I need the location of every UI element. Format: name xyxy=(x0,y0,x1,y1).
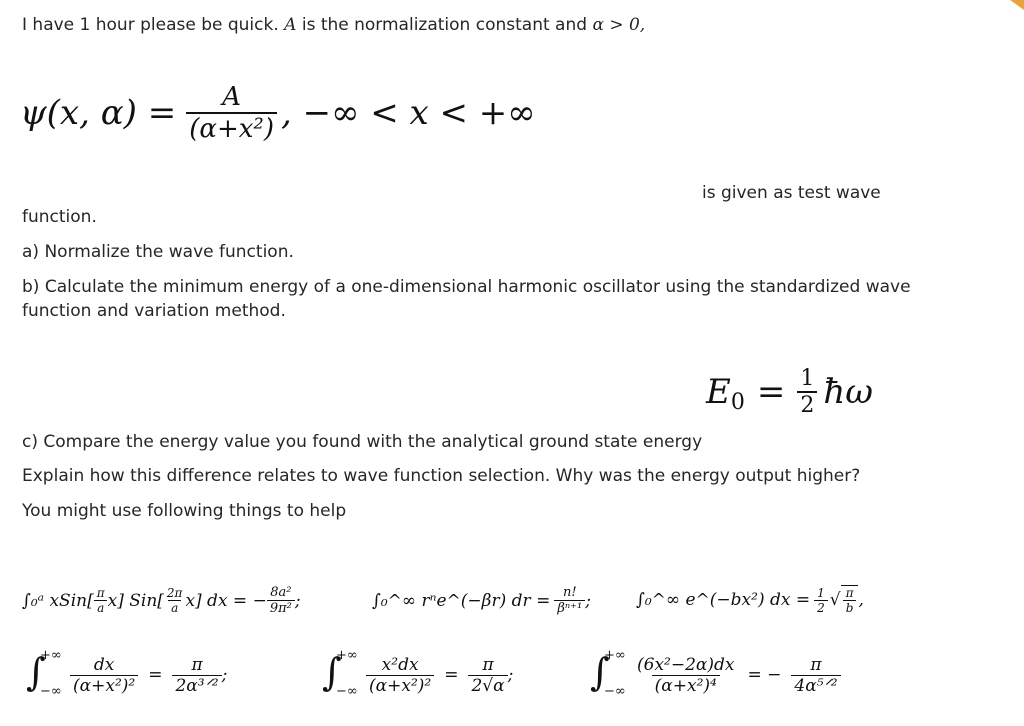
formula2-result xyxy=(554,585,585,616)
formula1-frac2-den: a xyxy=(168,600,181,615)
formula6-eq: = − xyxy=(747,665,782,685)
intro-mid-text: is the normalization constant and xyxy=(301,15,588,35)
formula5-den: (α+x²)² xyxy=(366,675,434,696)
formula5-eq: = xyxy=(444,665,459,685)
formula5-num: x²dx xyxy=(381,654,419,675)
help-text: You might use following things to help xyxy=(22,501,347,521)
e0-symbol: E xyxy=(706,372,731,412)
formula3-result xyxy=(814,586,828,615)
formula4-result-den: 2α³ᐟ² xyxy=(172,675,221,696)
wave-range: , −∞ < x < +∞ xyxy=(280,93,536,133)
formula3-result-num: 1 xyxy=(817,585,825,600)
ground-energy-equation xyxy=(706,366,873,418)
formula5-result xyxy=(468,655,507,696)
wave-function-equation xyxy=(20,82,536,144)
wave-denominator: (α+x²) xyxy=(186,112,277,144)
formula1-frac1-den: a xyxy=(94,600,107,615)
intro-line xyxy=(22,14,645,36)
formula3-result-den: 2 xyxy=(814,600,828,615)
formula3-sep: , xyxy=(858,590,864,610)
formula4-fraction xyxy=(70,655,138,696)
formula5-int-sign: ∫ xyxy=(322,650,342,694)
formula3-integral: ∫₀^∞ e^(−bx²) dx = xyxy=(636,590,811,610)
formula6-den: (α+x²)⁴ xyxy=(652,675,720,696)
e0-denominator: 2 xyxy=(797,391,817,418)
formula1-frac2 xyxy=(164,586,186,615)
intro-text: I have 1 hour please be quick. xyxy=(22,15,279,35)
part-b-line1: b) Calculate the minimum energy of a one-dimensional harmonic oscillator using the standardized wave xyxy=(22,277,911,297)
formula1-integral: ∫₀ᵃ xSin[ xyxy=(22,590,94,611)
formula5-result-den: 2√α xyxy=(468,675,507,696)
formula1-result-num: 8a² xyxy=(270,585,292,600)
formula1-frac1 xyxy=(94,586,108,615)
formula4-result-num: π xyxy=(191,654,203,675)
formula5-int-block xyxy=(318,648,366,702)
formula2-integral: ∫₀^∞ rⁿe^(−βr) dr = xyxy=(372,590,551,611)
formula4-den: (α+x²)² xyxy=(70,675,138,696)
formula3-sqrt-den: b xyxy=(843,600,857,615)
formula-sine-integral xyxy=(22,585,301,616)
formula4-upper-limit: +∞ xyxy=(40,648,62,663)
formula6-upper-limit: +∞ xyxy=(604,648,626,663)
formula6-result xyxy=(791,655,840,696)
intro-a-symbol: A xyxy=(284,15,297,35)
wave-lhs: ψ(x, α) = xyxy=(20,93,177,133)
formula2-sep: ; xyxy=(585,590,591,611)
given-text: is given as test wave xyxy=(702,183,881,203)
formula-rational-integral-1 xyxy=(22,648,227,702)
formula-rational-integral-3 xyxy=(586,648,841,702)
formula5-fraction xyxy=(366,655,434,696)
formula6-result-num: π xyxy=(810,654,822,675)
formula3-sqrt-num: π xyxy=(845,586,854,600)
formula6-lower-limit: −∞ xyxy=(604,684,626,699)
formula4-sep: ; xyxy=(221,665,228,685)
formula6-num: (6x²−2α)dx xyxy=(637,654,735,675)
formula4-num: dx xyxy=(93,654,115,675)
formula5-lower-limit: −∞ xyxy=(336,684,358,699)
formula6-result-den: 4α⁵ᐟ² xyxy=(791,675,840,696)
e0-fraction xyxy=(797,366,817,418)
formula1-sep: ; xyxy=(294,590,301,611)
formula4-int-sign: ∫ xyxy=(26,650,46,694)
e0-rhs: ħω xyxy=(823,372,873,412)
formula5-result-num: π xyxy=(482,654,494,675)
formula2-result-den: βⁿ⁺¹ xyxy=(554,600,585,616)
formula1-result xyxy=(267,585,295,616)
formula1-frac1-num: π xyxy=(96,586,105,600)
formula1-end: x] dx = − xyxy=(185,590,267,611)
formula3-sqrt-sign: √ xyxy=(829,590,841,610)
formula4-result xyxy=(172,655,221,696)
formula5-sep: ; xyxy=(507,665,514,685)
formula2-result-num: n! xyxy=(562,585,577,600)
formula6-int-sign: ∫ xyxy=(590,650,610,694)
e0-equals: = xyxy=(756,372,786,412)
formula-gaussian-integral xyxy=(636,585,864,615)
e0-subscript: 0 xyxy=(730,389,745,415)
explain-text: Explain how this difference relates to wave function selection. Why was the energy output higher? xyxy=(22,466,861,486)
formula-rational-integral-2 xyxy=(318,648,513,702)
formula4-lower-limit: −∞ xyxy=(40,684,62,699)
intro-alpha-condition: α > 0, xyxy=(592,15,646,35)
formula1-frac2-num: 2π xyxy=(166,586,183,600)
part-b-line2: function and variation method. xyxy=(22,301,286,321)
e0-numerator: 1 xyxy=(800,366,815,391)
formula1-result-den: 9π² xyxy=(267,600,295,616)
wave-fraction xyxy=(186,82,277,144)
function-text: function. xyxy=(22,207,97,227)
formula4-int-block xyxy=(22,648,70,702)
formula6-fraction xyxy=(634,655,738,696)
formula5-upper-limit: +∞ xyxy=(336,648,358,663)
formula-power-exponential-integral xyxy=(372,585,591,616)
wave-numerator: A xyxy=(222,82,241,112)
part-c-text: c) Compare the energy value you found with the analytical ground state energy xyxy=(22,432,703,452)
formula4-eq: = xyxy=(148,665,163,685)
formula6-int-block xyxy=(586,648,634,702)
corner-marker xyxy=(1010,0,1024,10)
part-a-text: a) Normalize the wave function. xyxy=(22,242,294,262)
formula3-sqrt-body xyxy=(841,585,859,615)
formula1-mid: x] Sin[ xyxy=(107,590,164,611)
formula3-sqrt-frac xyxy=(843,586,857,615)
